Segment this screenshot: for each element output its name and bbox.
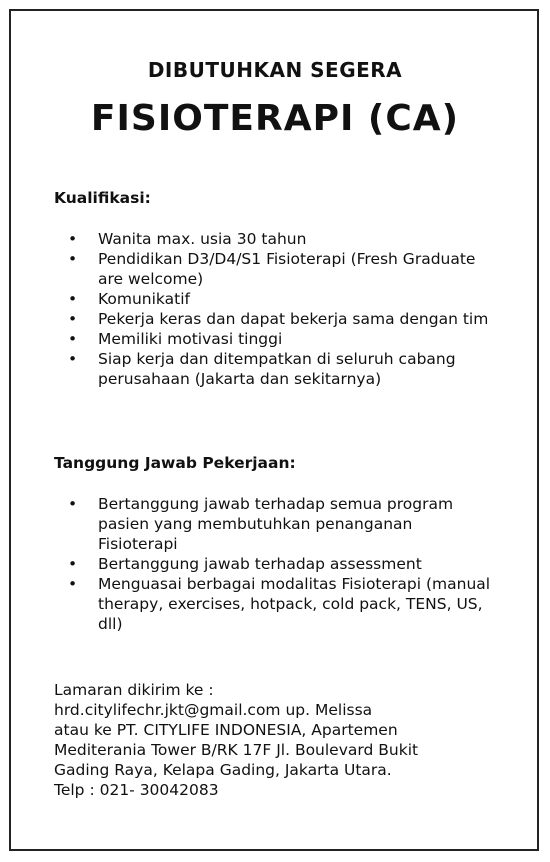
responsibilities-list	[54, 494, 494, 634]
qualifications-list	[54, 229, 494, 389]
job-title: FISIOTERAPI (CA)	[90, 98, 460, 139]
qualifications-heading: Kualifikasi:	[54, 189, 151, 207]
list-item	[54, 289, 494, 309]
list-item	[54, 574, 494, 634]
list-item-text: Bertanggung jawab terhadap semua program pasien yang membutuhkan penanganan Fisioterapi	[98, 495, 454, 553]
bullet-icon: •	[68, 310, 78, 328]
bullet-icon: •	[68, 350, 78, 368]
contact-address-line: atau ke PT. CITYLIFE INDONESIA, Apartemen	[54, 721, 398, 739]
contact-email: hrd.citylifechr.jkt@gmail.com up. Melissa	[54, 701, 373, 719]
list-item	[54, 494, 494, 554]
list-item	[54, 329, 494, 349]
contact-block	[54, 680, 524, 800]
bullet-icon: •	[68, 575, 78, 593]
list-item-text: Siap kerja dan ditempatkan di seluruh cabang perusahaan (Jakarta dan sekitarnya)	[98, 350, 456, 388]
contact-phone: Telp : 021- 30042083	[54, 781, 219, 799]
bullet-icon: •	[68, 330, 78, 348]
contact-intro: Lamaran dikirim ke :	[54, 681, 214, 699]
bullet-icon: •	[68, 250, 78, 268]
list-item-text: Komunikatif	[98, 290, 190, 308]
list-item	[54, 229, 494, 249]
list-item	[54, 249, 494, 289]
bullet-icon: •	[68, 230, 78, 248]
list-item-text: Bertanggung jawab terhadap assessment	[98, 555, 422, 573]
list-item-text: Pendidikan D3/D4/S1 Fisioterapi (Fresh Graduate are welcome)	[98, 250, 476, 288]
list-item-text: Memiliki motivasi tinggi	[98, 330, 283, 348]
list-item-text: Pekerja keras dan dapat bekerja sama dengan tim	[98, 310, 489, 328]
list-item-text: Wanita max. usia 30 tahun	[98, 230, 307, 248]
bullet-icon: •	[68, 555, 78, 573]
list-item	[54, 309, 494, 329]
contact-address-line: Gading Raya, Kelapa Gading, Jakarta Utara.	[54, 761, 392, 779]
list-item	[54, 554, 494, 574]
responsibilities-heading: Tanggung Jawab Pekerjaan:	[54, 454, 296, 472]
list-item-text: Menguasai berbagai modalitas Fisioterapi (manual therapy, exercises, hotpack, cold pack, TENS, US, dll)	[98, 575, 491, 633]
bullet-icon: •	[68, 290, 78, 308]
bullet-icon: •	[68, 495, 78, 513]
headline: DIBUTUHKAN SEGERA	[147, 58, 403, 82]
contact-address-line: Mediterania Tower B/RK 17F Jl. Boulevard Bukit	[54, 741, 419, 759]
list-item	[54, 349, 494, 389]
